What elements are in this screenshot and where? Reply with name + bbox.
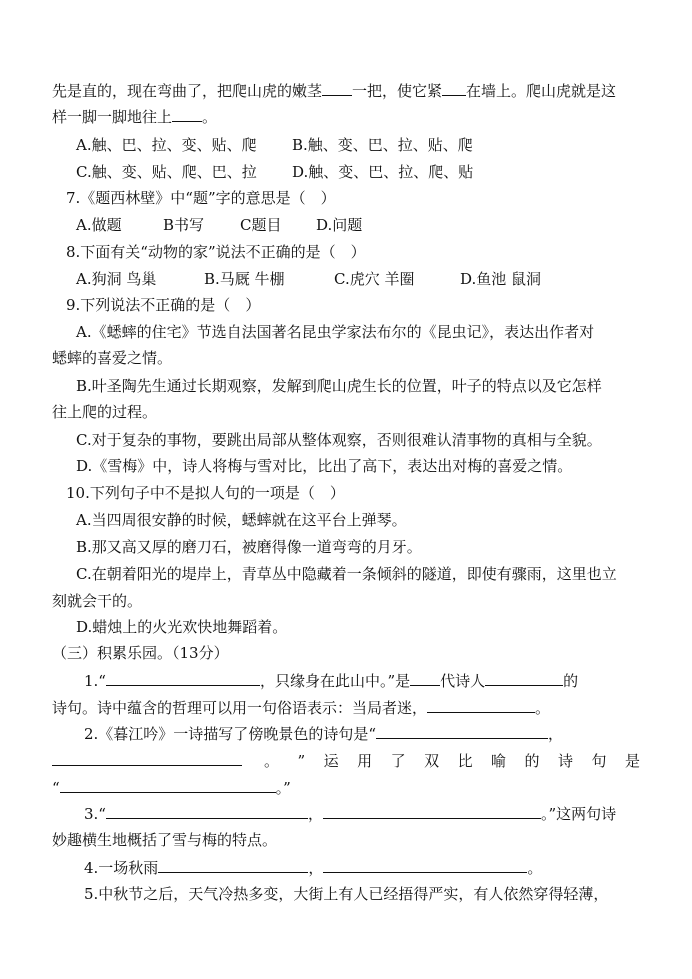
fill1-blank-4[interactable]	[427, 697, 535, 713]
fill3-line2: 妙趣横生地概括了雪与梅的特点。	[52, 831, 278, 849]
fill2-char: 用	[357, 752, 373, 770]
fill2-char: 了	[390, 752, 406, 770]
fill3-text-c: 。”这两句诗	[541, 805, 617, 823]
fill2-blank-3[interactable]	[60, 777, 276, 793]
q6-stem-line2	[52, 106, 217, 127]
q10-option-a: A.当四周很安静的时候，蟋蟀就在这平台上弹琴。	[76, 511, 407, 529]
q9-stem: 9.下列说法不正确的是（ ）	[66, 296, 261, 314]
q8-option-d: D.鱼池 鼠洞	[460, 270, 542, 288]
q6-option-d: D.触、变、巴、拉、爬、贴	[292, 163, 474, 181]
fill1-text-c: 代诗人	[440, 672, 486, 690]
fill2-char: ”	[297, 752, 306, 770]
q6-option-a: A.触、巴、拉、变、贴、爬	[76, 136, 257, 154]
fill4-text-a: 4.一场秋雨	[84, 859, 159, 877]
fill3-text-b: ，	[307, 805, 323, 823]
q9-option-b-line1: B.叶圣陶先生通过长期观察，发解到爬山虎生长的位置，叶子的特点以及它怎样	[76, 377, 602, 395]
fill2-char: 诗	[558, 752, 574, 770]
fill2-text-d: 。”	[275, 779, 291, 797]
q10-option-d: D.蜡烛上的火光欢快地舞蹈着。	[76, 618, 288, 636]
fill1-line1	[84, 670, 578, 691]
fill2-line2	[52, 750, 640, 771]
fill4-text-b: ，	[308, 859, 324, 877]
fill2-char: 的	[524, 752, 540, 770]
fill3-text-a: 3.“	[84, 805, 106, 823]
q6-blank-1[interactable]	[322, 80, 352, 96]
q6-text-a: 先是直的，现在弯曲了，把爬山虎的嫩茎	[52, 82, 323, 100]
fill2-line3	[52, 777, 291, 798]
fill2-blank-1[interactable]	[376, 723, 548, 739]
q8-stem: 8.下面有关“动物的家”说法不正确的是（ ）	[66, 243, 366, 261]
fill3-line1	[84, 803, 616, 824]
q9-option-a-line2: 蟋蟀的喜爱之情。	[52, 349, 173, 367]
fill1-text-d: 的	[563, 672, 579, 690]
q6-stem-line1	[52, 80, 616, 101]
fill2-line1	[84, 723, 563, 744]
q9-option-b-line2: 往上爬的过程。	[52, 403, 158, 421]
q9-option-a-line1: A.《蟋蟀的住宅》节选自法国著名昆虫学家法布尔的《昆虫记》，表达出作者对	[76, 323, 595, 341]
fill1-blank-1[interactable]	[106, 670, 260, 686]
q6-text-b: 一把，使它紧	[352, 82, 443, 100]
fill4-text-c: 。	[527, 859, 543, 877]
q9-option-c: C.对于复杂的事物，要跳出局部从整体观察，否则很难认清事物的真相与全貌。	[76, 431, 602, 449]
fill3-blank-2[interactable]	[323, 803, 541, 819]
fill1-blank-2[interactable]	[410, 670, 440, 686]
q7-option-b: B书写	[163, 216, 205, 234]
fill2-char: 运	[323, 752, 339, 770]
q6-blank-2[interactable]	[442, 80, 466, 96]
q7-option-a: A.做题	[76, 216, 122, 234]
fill2-char: 比	[457, 752, 473, 770]
fill4-blank-2[interactable]	[323, 857, 527, 873]
fill2-char: 。	[264, 752, 280, 770]
q7-option-d: D.问题	[316, 216, 363, 234]
q6-blank-3[interactable]	[172, 106, 202, 122]
fill1-line2	[52, 697, 550, 718]
fill3-blank-1[interactable]	[106, 803, 308, 819]
fill2-char: 是	[624, 752, 640, 770]
fill4-line1	[84, 857, 542, 878]
q6-option-b: B.触、变、巴、拉、贴、爬	[292, 136, 473, 154]
fill2-text-a: 2.《暮江吟》一诗描写了傍晚景色的诗句是“	[84, 725, 376, 743]
q6-text-e: 。	[202, 108, 218, 126]
section3-heading: （三）积累乐园。（13分）	[52, 644, 229, 662]
q10-option-c-line1: C.在朝着阳光的堤岸上，青草丛中隐藏着一条倾斜的隧道，即使有骤雨，这里也立	[76, 565, 617, 583]
q8-option-a: A.狗洞 鸟巢	[76, 270, 157, 288]
q6-text-c: 在墙上。爬山虎就是这	[466, 82, 617, 100]
fill2-blank-2[interactable]	[52, 750, 242, 766]
fill1-text-f: 。	[535, 699, 551, 717]
fill4-blank-1[interactable]	[158, 857, 308, 873]
fill1-blank-3[interactable]	[485, 670, 563, 686]
q6-option-c: C.触、变、贴、爬、巴、拉	[76, 163, 257, 181]
fill2-line2-text	[264, 751, 640, 771]
q10-option-c-line2: 刻就会干的。	[52, 592, 143, 610]
q10-option-b: B.那又高又厚的磨刀石，被磨得像一道弯弯的月牙。	[76, 538, 422, 556]
fill2-char: 双	[424, 752, 440, 770]
fill2-text-b: ，	[547, 725, 563, 743]
fill1-text-e: 诗句。诗中蕴含的哲理可以用一句俗语表示：当局者迷，	[52, 699, 428, 717]
fill1-text-b: ，只缘身在此山中。”是	[259, 672, 411, 690]
q6-text-d: 样一脚一脚地往上	[52, 108, 173, 126]
q8-option-b: B.马厩 牛棚	[204, 270, 285, 288]
fill2-text-c: “	[52, 779, 60, 797]
fill2-char: 句	[591, 752, 607, 770]
fill2-char: 喻	[491, 752, 507, 770]
q10-stem: 10.下列句子中不是拟人句的一项是（ ）	[66, 484, 345, 502]
fill5-line1: 5.中秋节之后，天气冷热多变，大街上有人已经捂得严实，有人依然穿得轻薄，	[84, 885, 609, 903]
q7-stem: 7.《题西林壁》中“题”字的意思是（ ）	[66, 189, 336, 207]
q7-option-c: C题目	[240, 216, 282, 234]
fill1-text-a: 1.“	[84, 672, 106, 690]
q8-option-c: C.虎穴 羊圈	[334, 270, 415, 288]
q9-option-d: D.《雪梅》中，诗人将梅与雪对比，比出了高下，表达出对梅的喜爱之情。	[76, 457, 573, 475]
